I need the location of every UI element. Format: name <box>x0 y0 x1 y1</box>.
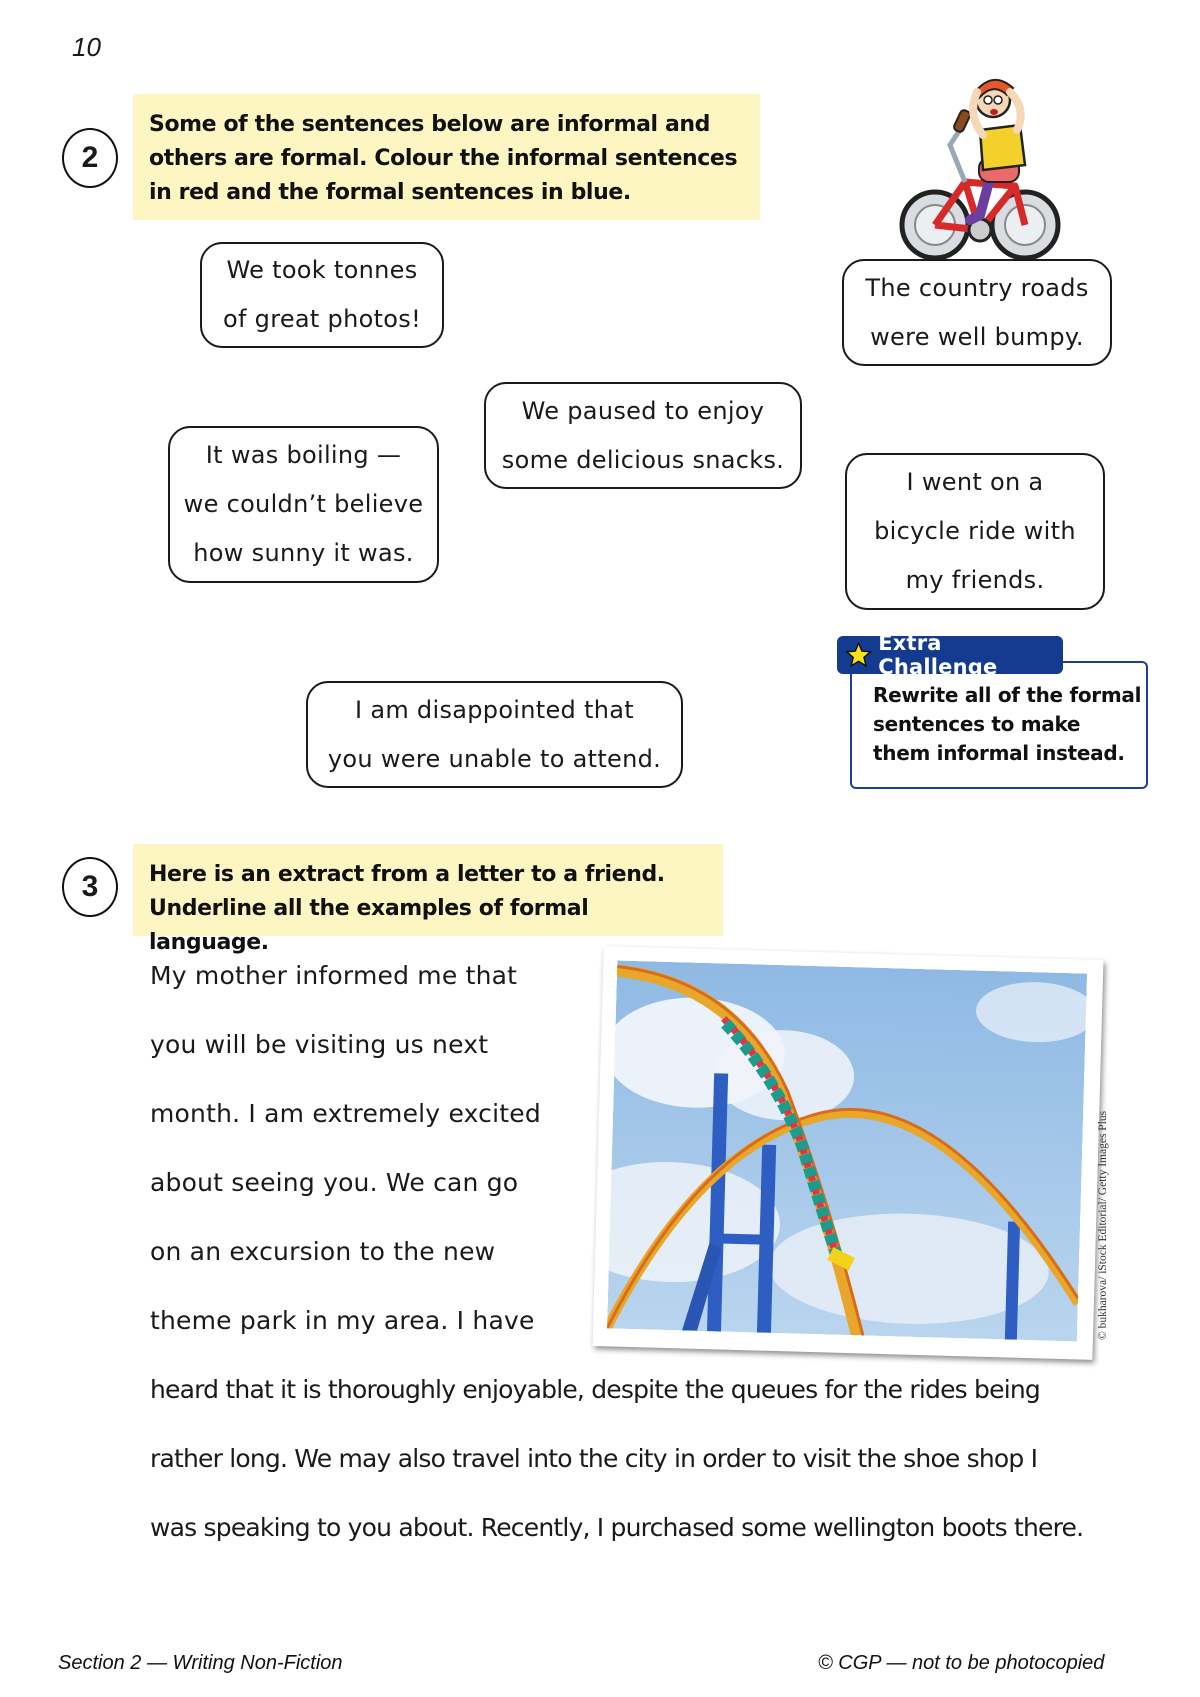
page-number: 10 <box>72 32 101 62</box>
sentence-line: you were unable to attend. <box>327 744 662 773</box>
prompt-line: Some of the sentences below are informal and <box>149 112 711 137</box>
letter-line: My mother informed me that <box>150 961 518 990</box>
letter-line: heard that it is thoroughly enjoyable, despite the queues for the rides being <box>150 1375 1040 1404</box>
letter-line: rather long. We may also travel into the city in order to visit the shoe shop I <box>150 1444 1038 1473</box>
sentence-line: We paused to enjoy <box>521 396 765 425</box>
sentence-line: were well bumpy. <box>870 322 1084 351</box>
sentence-card-6[interactable] <box>306 681 683 788</box>
sentence-line: I went on a <box>906 468 1044 496</box>
sentence-card-5[interactable] <box>845 453 1105 610</box>
question-3-prompt <box>133 844 723 955</box>
roller-coaster-image <box>607 960 1087 1341</box>
extra-challenge-title: Extra Challenge <box>878 631 998 679</box>
prompt-line: in red and the formal sentences in blue. <box>149 180 631 205</box>
footer-section-label: Section 2 — Writing Non-Fiction <box>58 1652 343 1674</box>
sentence-line: how sunny it was. <box>193 539 414 567</box>
star-icon <box>845 641 872 669</box>
sentence-card-3[interactable] <box>484 382 802 489</box>
letter-line: on an excursion to the new <box>150 1237 496 1266</box>
sentence-card-2[interactable] <box>842 259 1112 366</box>
child-on-bicycle-illustration <box>895 70 1065 265</box>
sentence-line: some delicious snacks. <box>501 445 785 474</box>
challenge-line: them informal instead. <box>873 741 1125 765</box>
challenge-line: Rewrite all of the formal <box>873 683 1142 707</box>
question-2-prompt <box>133 94 760 220</box>
sentence-line: of great photos! <box>223 305 421 333</box>
prompt-line: Underline all the examples of formal language. <box>149 896 589 955</box>
sentence-line: I am disappointed that <box>355 695 634 724</box>
letter-line: theme park in my area. I have <box>150 1306 535 1335</box>
footer-copyright: © CGP — not to be photocopied <box>818 1652 1105 1674</box>
roller-coaster-photo <box>593 946 1104 1360</box>
sentence-line: The country roads <box>865 273 1089 302</box>
sentence-line: we couldn’t believe <box>183 490 424 518</box>
photo-credit: © bukharova/ iStock Editorial/ Getty Images Plus <box>1097 1110 1109 1340</box>
sentence-card-4[interactable] <box>168 426 439 583</box>
letter-line: about seeing you. We can go <box>150 1168 519 1197</box>
question-2-number: 2 <box>62 128 118 188</box>
prompt-line: others are formal. Colour the informal sentences <box>149 146 738 171</box>
challenge-line: sentences to make <box>873 712 1081 736</box>
letter-line: was speaking to you about. Recently, I purchased some wellington boots there. <box>150 1513 1084 1542</box>
sentence-card-1[interactable] <box>200 242 444 348</box>
prompt-line: Here is an extract from a letter to a friend. <box>149 862 665 887</box>
sentence-line: It was boiling — <box>205 441 402 469</box>
sentence-line: my friends. <box>905 566 1045 594</box>
extra-challenge-text <box>873 681 1143 768</box>
letter-line: month. I am extremely excited <box>150 1099 541 1128</box>
extra-challenge-header <box>837 631 1063 679</box>
question-3-number: 3 <box>62 857 118 917</box>
sentence-line: bicycle ride with <box>874 517 1076 545</box>
letter-line: you will be visiting us next <box>150 1030 489 1059</box>
sentence-line: We took tonnes <box>226 256 418 284</box>
